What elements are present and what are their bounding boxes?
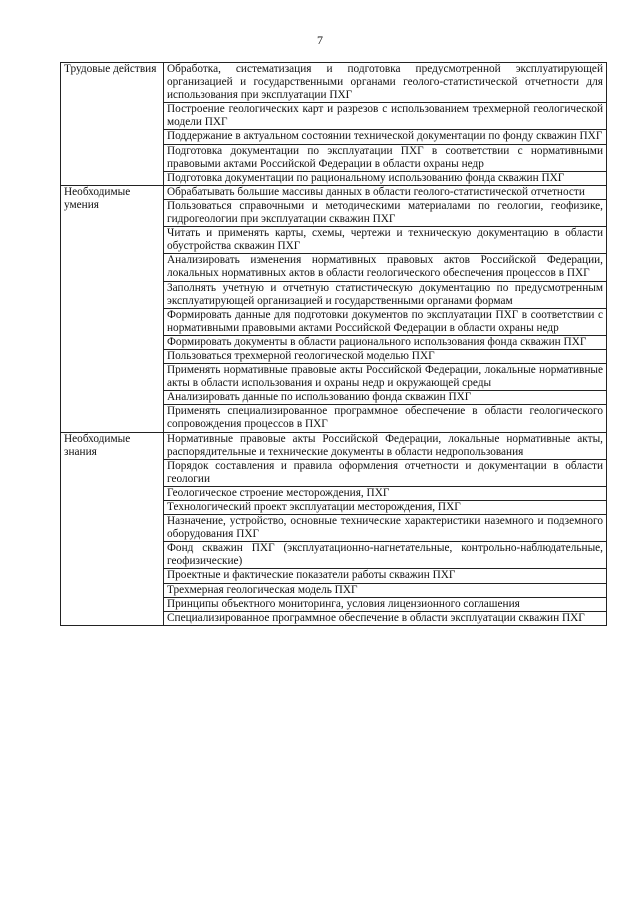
table-row [61, 63, 607, 103]
requirements-table [60, 62, 607, 626]
table-row [61, 432, 607, 459]
table-row [61, 185, 607, 199]
requirement-item: Анализировать изменения нормативных правовых актов Российской Федерации, локальных нормативных актов в области геологического обеспечения процессов в ПХГ [164, 254, 607, 281]
requirement-item: Анализировать данные по использованию фонда скважин ПХГ [164, 391, 607, 405]
requirement-item: Применять специализированное программное обеспечение в области геологического сопровождения процессов в ПХГ [164, 405, 607, 432]
requirement-item: Формировать данные для подготовки документов по эксплуатации ПХГ в соответствии с нормативными правовыми актами Российской Федерации в области охраны недр [164, 308, 607, 335]
requirement-item: Поддержание в актуальном состоянии технической документации по фонду скважин ПХГ [164, 130, 607, 144]
requirement-item: Пользоваться трехмерной геологической моделью ПХГ [164, 349, 607, 363]
section-label: Трудовые действия [61, 63, 164, 186]
requirement-item: Формировать документы в области рационального использования фонда скважин ПХГ [164, 335, 607, 349]
requirement-item: Обрабатывать большие массивы данных в области геолого-статистической отчетности [164, 185, 607, 199]
requirement-item: Нормативные правовые акты Российской Федерации, локальные нормативные акты, распорядительные и технические документы в области недропользования [164, 432, 607, 459]
requirement-item: Пользоваться справочными и методическими материалами по геологии, геофизике, гидрогеологии при эксплуатации скважин ПХГ [164, 199, 607, 226]
requirement-item: Заполнять учетную и отчетную статистическую документацию по предусмотренным эксплуатирующей организацией и государственными органами формам [164, 281, 607, 308]
requirement-item: Читать и применять карты, схемы, чертежи и техническую документацию в области обустройства скважин ПХГ [164, 227, 607, 254]
requirement-item: Порядок составления и правила оформления отчетности и документации в области геологии [164, 459, 607, 486]
requirement-item: Геологическое строение месторождения, ПХГ [164, 486, 607, 500]
requirement-item: Построение геологических карт и разрезов с использованием трехмерной геологической модели ПХГ [164, 103, 607, 130]
requirement-item: Специализированное программное обеспечение в области эксплуатации скважин ПХГ [164, 611, 607, 625]
requirement-item: Принципы объектного мониторинга, условия лицензионного соглашения [164, 597, 607, 611]
requirement-item: Подготовка документации по рациональному использованию фонда скважин ПХГ [164, 171, 607, 185]
requirement-item: Технологический проект эксплуатации месторождения, ПХГ [164, 501, 607, 515]
section-label: Необходимые умения [61, 185, 164, 432]
requirement-item: Проектные и фактические показатели работы скважин ПХГ [164, 569, 607, 583]
requirement-item: Обработка, систематизация и подготовка предусмотренной эксплуатирующей организацией и государственными органами геолого-статистической отчетности для использования при эксплуатации ПХГ [164, 63, 607, 103]
section-label: Необходимые знания [61, 432, 164, 625]
requirement-item: Подготовка документации по эксплуатации ПХГ в соответствии с нормативными правовыми актами Российской Федерации в области охраны недр [164, 144, 607, 171]
requirement-item: Трехмерная геологическая модель ПХГ [164, 583, 607, 597]
requirement-item: Применять нормативные правовые акты Российской Федерации, локальные нормативные акты в области использования и охраны недр и окружающей среды [164, 364, 607, 391]
page-number: 7 [317, 33, 323, 47]
requirement-item: Назначение, устройство, основные технические характеристики наземного и подземного оборудования ПХГ [164, 515, 607, 542]
requirement-item: Фонд скважин ПХГ (эксплуатационно-нагнетательные, контрольно-наблюдательные, геофизические) [164, 542, 607, 569]
